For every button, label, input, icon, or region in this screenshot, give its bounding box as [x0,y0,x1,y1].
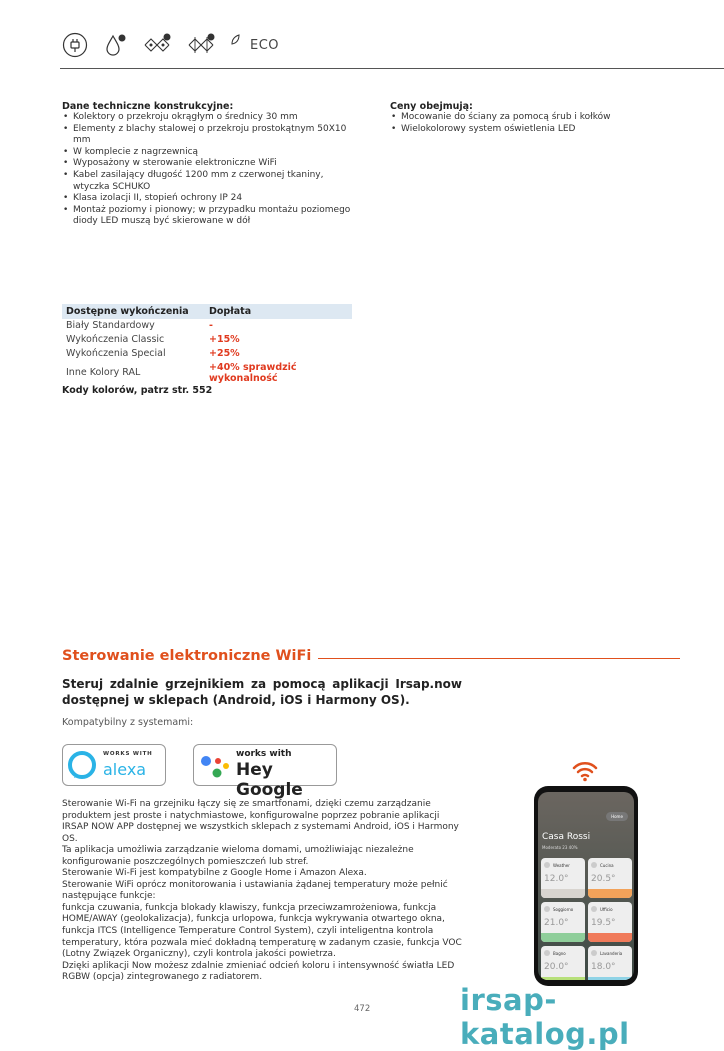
price-includes-heading: Ceny obejmują: [390,101,473,112]
room-tile: Cucina 20.5° [588,858,632,898]
wifi-subtitle: Steruj zdalnie grzejnikiem za pomocą aplikacji Irsap.now dostępnej w sklepach (Android, iOS i Harmony OS). [62,677,462,707]
finishes-table-wrapper [62,304,352,385]
wifi-title-rule [318,658,680,659]
paragraph: Sterowanie Wi-Fi jest kompatybilne z Google Home i Amazon Alexa. [62,868,367,879]
list-item: • Kabel zasilający długość 1200 mm z czerwonej tkaniny, wtyczka SCHUKO [73,170,352,193]
smartphone-mockup [534,786,638,986]
finish-price: +15% [209,334,240,345]
list-item: • Klasa izolacji II, stopień ochrony IP 24 [73,193,352,205]
finish-price: +25% [209,348,240,359]
plug-icon [62,32,88,58]
table-row [62,319,352,333]
finish-name: Biały Standardowy [66,320,155,331]
table-header-row [62,304,352,319]
alexa-small-text: WORKS WITH [103,751,153,757]
google-word: Hey Google [236,760,303,800]
list-item: • Wyposażony w sterowanie elektroniczne WiFi [73,158,352,170]
feature-icons-row [62,32,279,58]
list-item: • Mocowanie do ściany za pomocą śrub i kołków [401,112,690,124]
color-codes-note: Kody kolorów, patrz str. 552 [62,385,213,396]
list-item: • Montaż poziomy i pionowy; w przypadku montażu poziomego diody LED muszą być skierowane w dół [73,205,352,228]
technical-data-section [62,101,352,228]
table-header-finish: Dostępne wykończenia [62,304,205,319]
tile-color-bar [541,933,585,942]
wifi-description [62,799,462,984]
paragraph: Sterowanie WiFi oprócz monitorowania i ustawiania żądanej temperatury może pełnić następujące funkcje: [62,879,448,902]
house-name: Casa Rossi [542,832,591,842]
google-small-text: works with [236,749,292,759]
room-tile: Soggiorno 21.0° [541,902,585,942]
finish-price: - [209,320,213,331]
tile-color-bar [588,977,632,980]
alexa-badge [62,744,166,786]
table-row [62,347,352,361]
table-row [62,333,352,347]
eco-leaf-icon [230,32,240,58]
list-item: • Kolektory o przekroju okrągłym o średnicy 30 mm [73,112,352,124]
paragraph: Ta aplikacja umożliwia zarządzanie wieloma domami, umożliwiając niezależne konfigurowanie poszczególnych pomieszczeń lub stref. [62,845,414,867]
room-tile: Lavanderia 18.0° [588,946,632,980]
room-tile: Weather 12.0° [541,858,585,898]
tile-color-bar [588,889,632,898]
watermark: irsap-katalog.pl [460,983,630,1051]
table-row [62,361,352,385]
finishes-table [62,304,352,385]
finish-name: Wykończenia Special [66,348,166,359]
eco-label: ECO [250,37,280,53]
app-screen [538,792,634,980]
google-badge [193,744,337,800]
list-item: • Elementy z blachy stalowej o przekroju prostokątnym 50X10 mm [73,124,352,147]
house-status: Moderato 23 40% [542,845,578,850]
home-button: Home [606,812,628,821]
tile-color-bar [541,977,585,980]
wifi-section-title: Sterowanie elektroniczne WiFi [62,648,312,664]
paragraph: Dzięki aplikacji Now możesz zdalnie zmieniać odcień koloru i intensywność światła LED RGBW (opcja) zintegrowanego z radiatorem. [62,960,455,983]
finish-name: Inne Kolory RAL [66,367,141,378]
tile-color-bar [588,933,632,942]
list-item: • W komplecie z nagrzewnicą [73,147,352,159]
cold-radiator-icon [186,32,216,58]
room-tile: Bagno 20.0° [541,946,585,980]
finish-price: +40% sprawdzić wykonalność [209,362,297,384]
price-includes-list [390,112,690,135]
water-drop-icon [102,32,128,58]
page-number: 472 [354,1004,371,1014]
alexa-ring-icon [67,750,97,780]
tile-color-bar [541,889,585,898]
wifi-signal-icon [572,760,598,782]
alexa-word: alexa [103,760,147,779]
price-includes-section [390,101,690,135]
hot-radiator-icon [142,32,172,58]
header-divider [60,68,724,69]
paragraph: funkcja czuwania, funkcja blokady klawiszy, funkcja przeciwzamrożeniowa, funkcja HOME/AWAY (geolokalizacja), funkcja urlopowa, funkcja wykrywania otwartego okna, funkcja ITCS (Intelligence Temperature Control System), czyli inteligentna kontrola temperatury, która pozwala mieć dokładną temperaturę w zadanym czasie, funkcja VOC (Lotny Związek Organiczny), czyli kontrola jakości powietrza. [62,902,462,960]
table-header-surcharge: Dopłata [205,304,352,319]
finish-name: Wykończenia Classic [66,334,165,345]
technical-data-list [62,112,352,228]
room-tile: Ufficio 19.5° [588,902,632,942]
google-assistant-dots-icon [198,753,230,779]
compatible-label: Kompatybilny z systemami: [62,717,194,728]
technical-data-heading: Dane techniczne konstrukcyjne: [62,101,234,112]
list-item: • Wielokolorowy system oświetlenia LED [401,124,690,136]
paragraph: Sterowanie Wi-Fi na grzejniku łączy się ze smartfonami, dzięki czemu zarządzanie produktem jest proste i natychmiastowe, konfigurowalne poprzez pobranie aplikacji IRSAP NOW APP dostępnej we wszystkich sklepach z systemami Android, iOS i Harmony OS. [62,799,459,844]
